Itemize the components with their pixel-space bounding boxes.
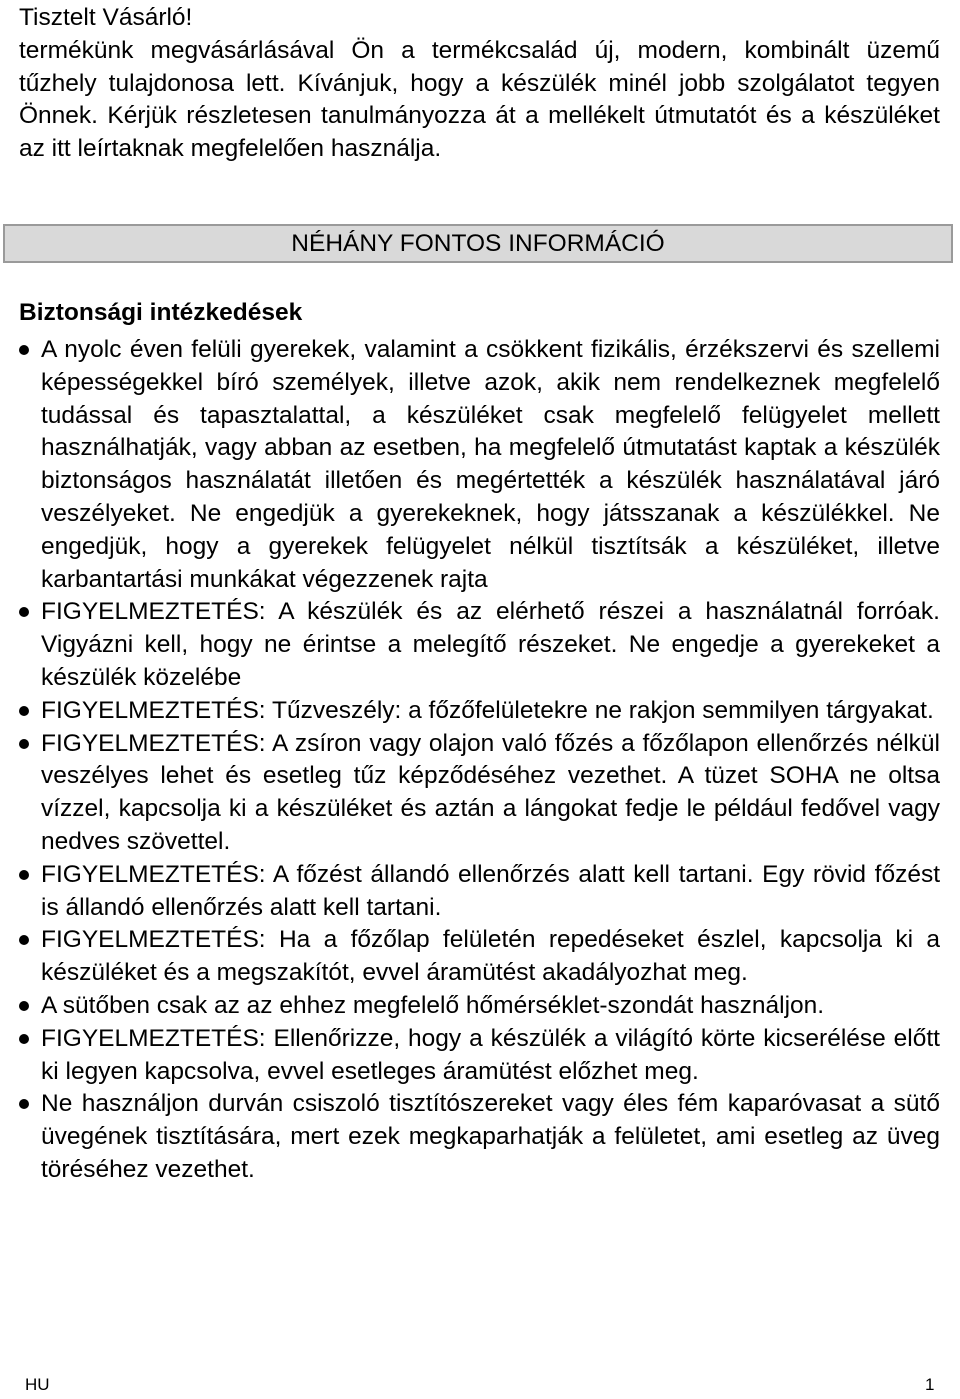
list-item-text: FIGYELMEZTETÉS: Ha a főzőlap felületén repedéseket észlel, kapcsolja ki a készüléket és a megszakítót, evvel áramütést akadályozhat meg. — [41, 926, 940, 987]
list-item — [0, 859, 940, 925]
list-item-text: A sütőben csak az az ehhez megfelelő hőmérséklet-szondát használjon. — [41, 991, 825, 1019]
list-item — [0, 596, 940, 694]
list-item-text: Ne használjon durván csiszoló tisztítószereket vagy éles fém kaparóvasat a sütő üvegének tisztítására, mert ezek megkaparhatják a felületet, ami esetleg az üveg töréséhez vezethet. — [41, 1090, 940, 1183]
intro-text: termékünk megvásárlásával Ön a termékcsalád új, modern, kombinált üzemű tűzhely tulajdonosa lett. Kívánjuk, hogy a készülék minél jobb szolgálatot tegyen Önnek. Kérjük részletesen tanulmányozza át a mellékelt útmutatót és a készüléket az itt leírtaknak megfelelően használja. — [19, 36, 940, 163]
list-item — [0, 334, 940, 596]
bullet-icon — [19, 1034, 29, 1044]
greeting: Tisztelt Vásárló! — [19, 4, 193, 31]
list-item-text: FIGYELMEZTETÉS: Ellenőrizze, hogy a készülék a világító körte kicserélése előtt ki legyen kapcsolva, evvel esetleges áramütést előzhet meg. — [41, 1024, 940, 1085]
list-item — [0, 924, 940, 990]
list-item — [0, 990, 940, 1023]
safety-list — [0, 334, 960, 1187]
list-item-text: A nyolc éven felüli gyerekek, valamint a csökkent fizikális, érzékszervi és szellemi képességekkel bíró személyek, illetve azok, akik nem rendelkeznek megfelelő tudással és tapasztalattal, a készüléket csak megfelelő felügyelet mellett használhatják, vagy abban az esetben, ha megfelelő útmutatást kaptak a készülék biztonságos használatát illetően és megértették a készülék használatával járó veszélyeket. Ne engedjük a gyerekeknek, hogy játsszanak a készülékkel. Ne engedjük, hogy a gyerekek felügyelet nélkül tisztítsák a készüléket, illetve karbantartási munkákat végezzenek rajta — [41, 336, 940, 593]
bullet-icon — [19, 1001, 29, 1011]
bullet-icon — [19, 739, 29, 749]
bullet-icon — [19, 1099, 29, 1109]
list-item-text: FIGYELMEZTETÉS: A készülék és az elérhető részei a használatnál forróak. Vigyázni kell, hogy ne érintse a melegítő részeket. Ne engedje a gyerekeket a készülék közelébe — [41, 598, 940, 691]
footer-page-number: 1 — [925, 1375, 935, 1394]
section-banner — [3, 224, 953, 263]
list-item — [0, 695, 940, 728]
list-item — [0, 1023, 940, 1089]
bullet-icon — [19, 706, 29, 716]
list-item-text: FIGYELMEZTETÉS: Tűzveszély: a főzőfelületekre ne rakjon semmilyen tárgyakat. — [41, 696, 934, 724]
bullet-icon — [19, 345, 29, 355]
section-heading: Biztonsági intézkedések — [19, 299, 303, 326]
bullet-icon — [19, 870, 29, 880]
bullet-icon — [19, 935, 29, 945]
list-item — [0, 1088, 940, 1186]
footer-language: HU — [25, 1375, 50, 1394]
list-item — [0, 728, 940, 859]
banner-title: NÉHÁNY FONTOS INFORMÁCIÓ — [291, 230, 665, 257]
bullet-icon — [19, 607, 29, 617]
list-item-text: FIGYELMEZTETÉS: A főzést állandó ellenőrzés alatt kell tartani. Egy rövid főzést is állandó ellenőrzés alatt kell tartani. — [41, 860, 940, 921]
list-item-text: FIGYELMEZTETÉS: A zsíron vagy olajon való főzés a főzőlapon ellenőrzés nélkül veszélyes lehet és esetleg tűz képződéséhez vezethet. A tüzet SOHA ne oltsa vízzel, kapcsolja ki a készüléket és aztán a lángokat fedje le például fedővel vagy nedves szövettel. — [41, 729, 940, 855]
intro-paragraph — [19, 2, 940, 166]
